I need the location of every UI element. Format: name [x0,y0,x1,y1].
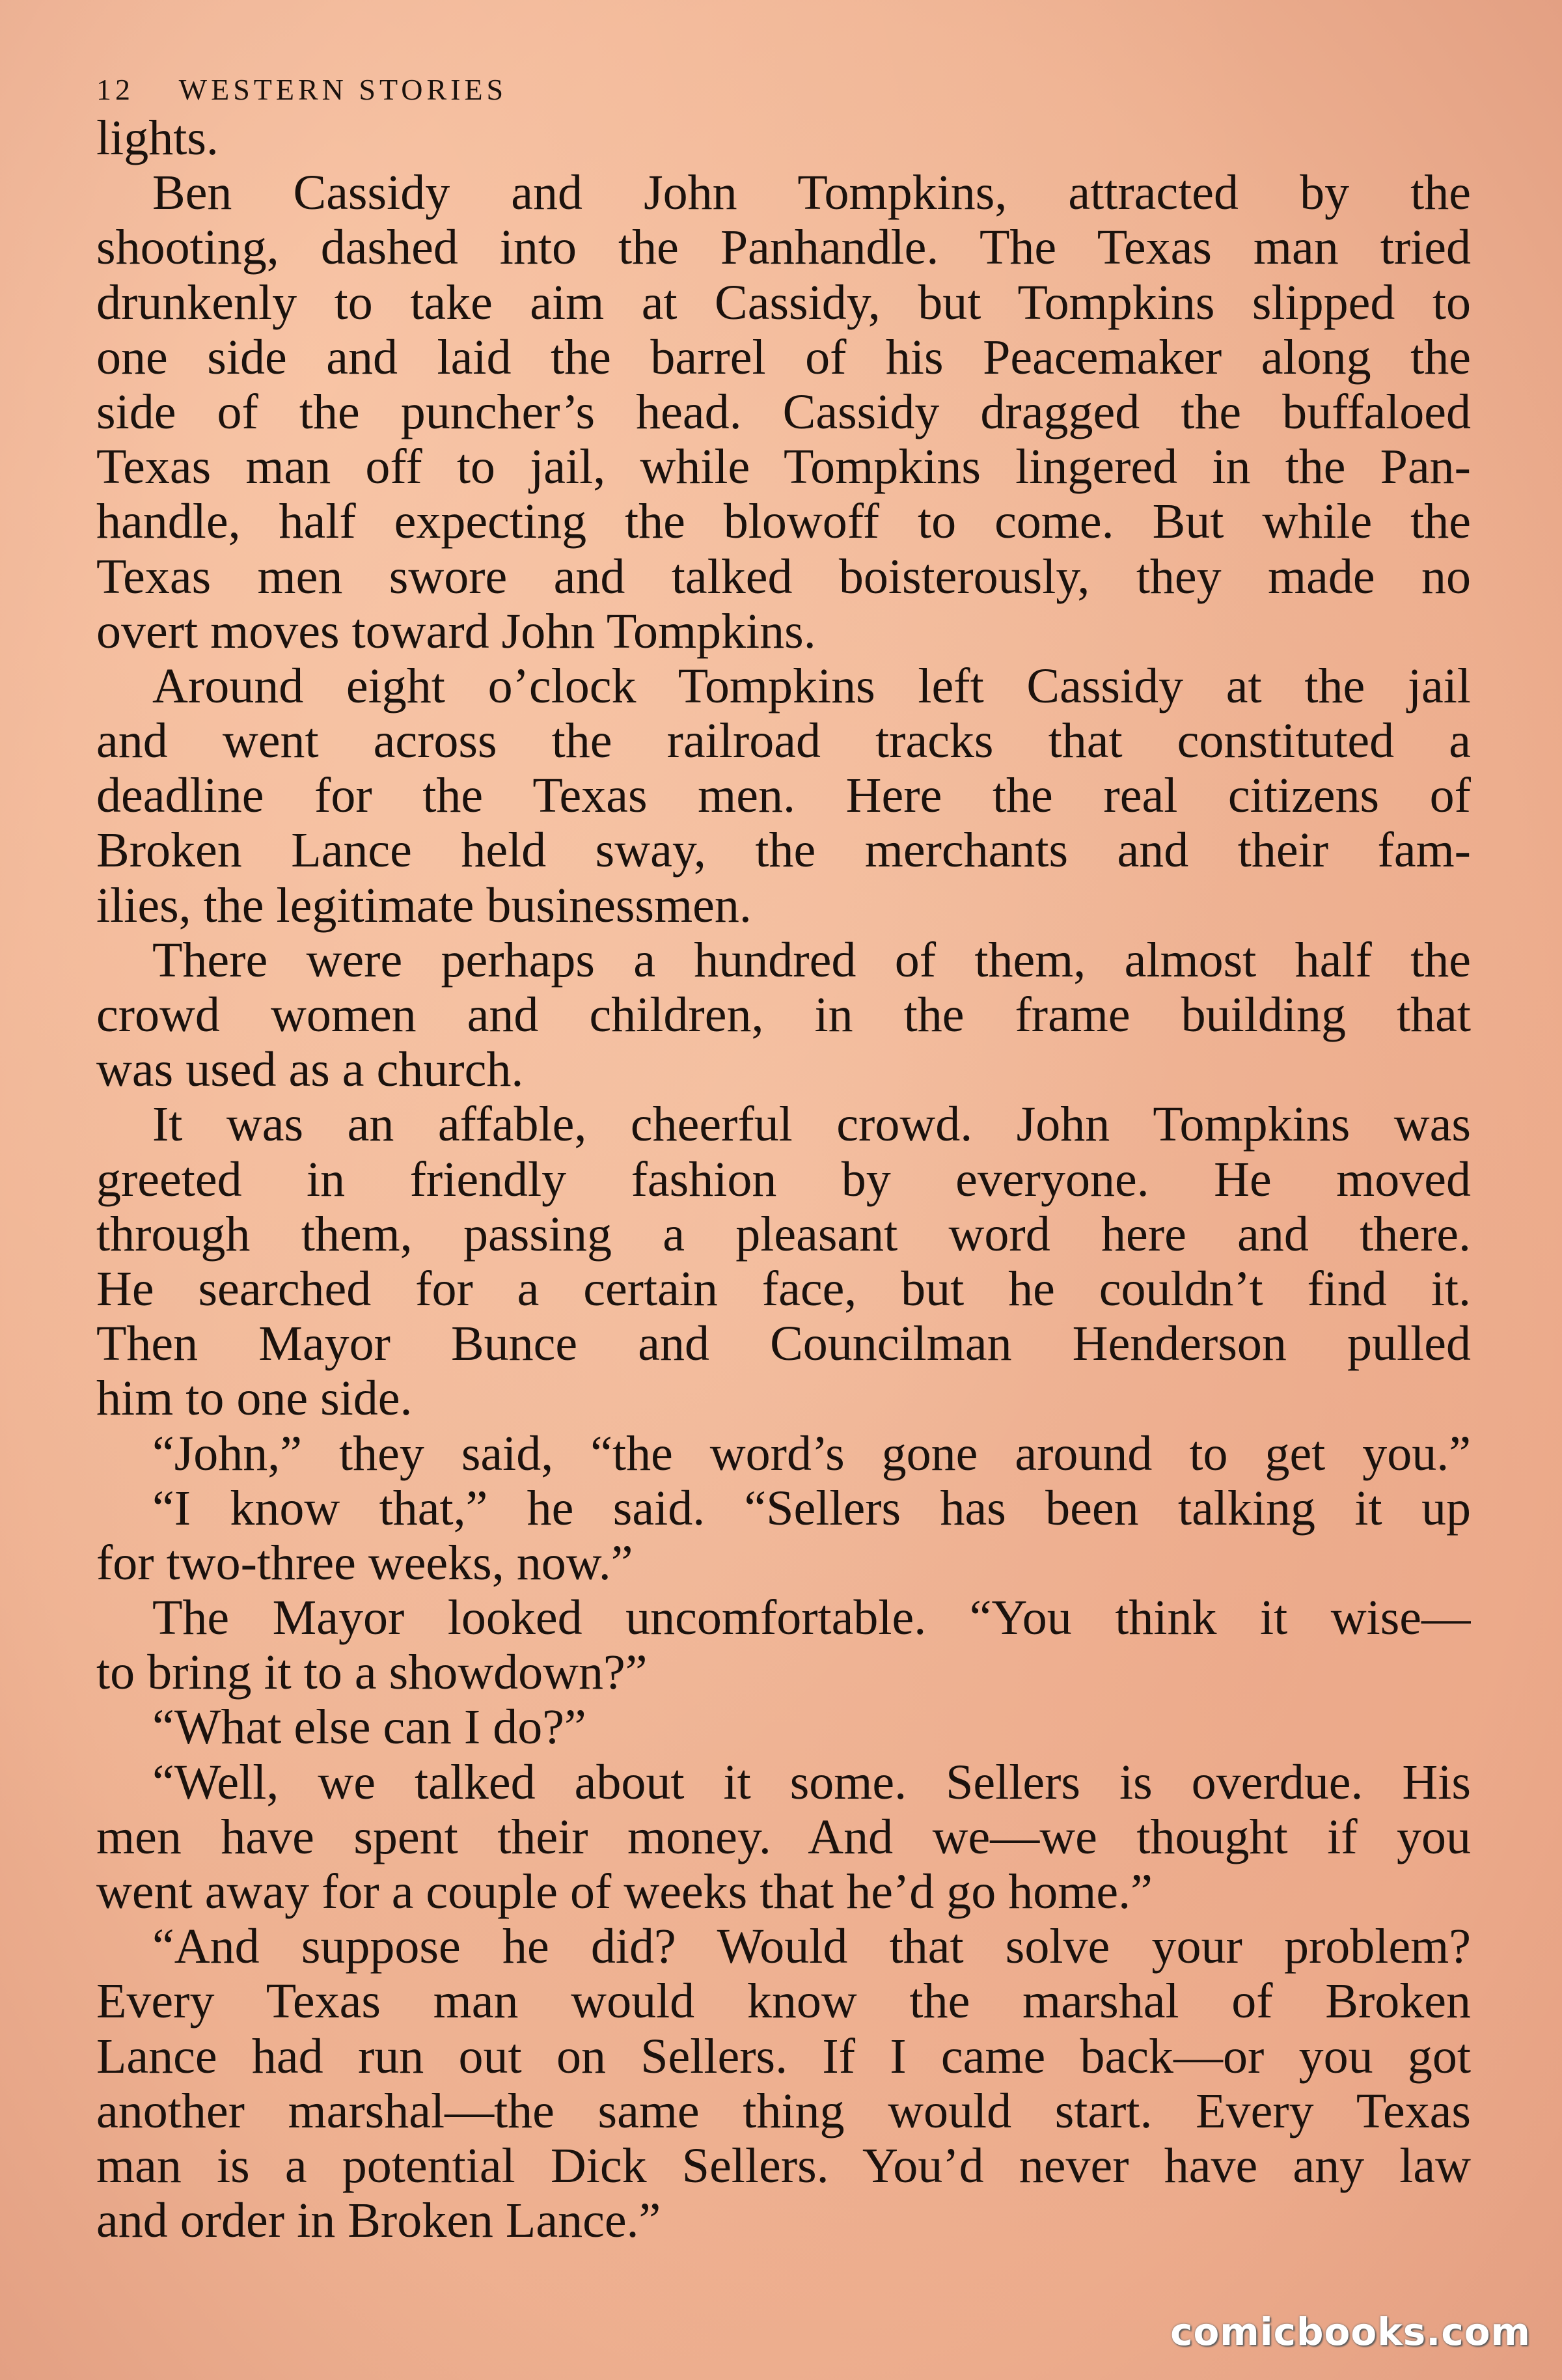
text-line: shooting, dashed into the Panhandle. The Texas man tried [96,220,1471,275]
text-line: him to one side. [96,1371,413,1426]
running-title: WESTERN STORIES [178,73,508,106]
text-line: side of the puncher’s head. Cassidy dragged the buffaloed [96,384,1471,439]
text-line: Texas man off to jail, while Tompkins lingered in the Pan- [96,439,1471,495]
text-line: and order in Broken Lance.” [96,2193,661,2249]
text-line: another marshal—the same thing would start. Every Texas [96,2083,1471,2138]
text-line: man is a potential Dick Sellers. You’d never have any law [96,2138,1471,2193]
page-number: 12 [96,73,134,106]
text-line: “Well, we talked about it some. Sellers is overdue. His [152,1754,1471,1810]
text-line: He searched for a certain face, but he couldn’t find it. [96,1261,1471,1316]
text-line: Lance had run out on Sellers. If I came back—or you got [96,2028,1471,2084]
text-line: deadline for the Texas men. Here the real citizens of [96,768,1471,823]
text-line: Around eight o’clock Tompkins left Cassidy at the jail [152,658,1471,713]
text-line: lights. [96,111,219,165]
text-line: handle, half expecting the blowoff to come. But while the [96,494,1471,549]
text-line: Texas men swore and talked boisterously, they made no [96,549,1471,604]
text-line: Then Mayor Bunce and Councilman Henderson pulled [96,1316,1471,1372]
text-line: Broken Lance held sway, the merchants and their fam- [96,823,1471,878]
text-line: “John,” they said, “the word’s gone around to get you.” [152,1426,1471,1481]
text-line: “I know that,” he said. “Sellers has been talking it up [152,1480,1471,1536]
text-line: one side and laid the barrel of his Peacemaker along the [96,329,1471,385]
text-line: was used as a church. [96,1042,524,1098]
running-header [96,70,507,109]
text-line: “What else can I do?” [152,1700,586,1755]
text-line: through them, passing a pleasant word here and there. [96,1206,1471,1262]
text-line: It was an affable, cheerful crowd. John Tompkins was [152,1097,1471,1152]
text-line: greeted in friendly fashion by everyone. He moved [96,1152,1471,1207]
text-line: The Mayor looked uncomfortable. “You think it wise— [152,1590,1471,1646]
watermark-text: comicbooks.com [1170,2310,1531,2354]
text-line: ilies, the legitimate businessmen. [96,878,752,933]
text-line: “And suppose he did? Would that solve your problem? [152,1919,1471,1974]
text-line: crowd women and children, in the frame building that [96,988,1471,1042]
text-line: went away for a couple of weeks that he’d go home.” [96,1864,1153,1919]
text-line: drunkenly to take aim at Cassidy, but Tompkins slipped to [96,275,1471,330]
text-line: to bring it to a showdown?” [96,1645,648,1700]
text-line: and went across the railroad tracks that constituted a [96,713,1471,769]
text-line: Every Texas man would know the marshal of Broken [96,1974,1471,2029]
text-line: overt moves toward John Tompkins. [96,603,816,659]
story-text [96,111,1471,2248]
text-line: There were perhaps a hundred of them, almost half the [152,932,1471,988]
text-line: for two-three weeks, now.” [96,1535,633,1590]
text-line: Ben Cassidy and John Tompkins, attracted by the [152,165,1471,221]
text-line: men have spent their money. And we—we thought if you [96,1809,1471,1864]
